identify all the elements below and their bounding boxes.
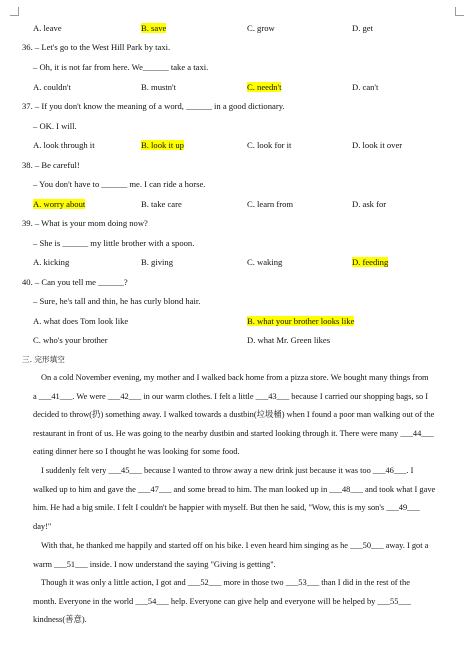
q37-option-c: C. look for it [247, 140, 292, 150]
passage-line: warm ___51___ inside. I now understand the saying "Giving is getting". [33, 559, 276, 569]
passage-line: restaurant in front of us. He was going to the nearby dustbin and started looking through it. There were many ___44___ [33, 428, 434, 438]
q40-reply: – Sure, he's tall and thin, he has curly blond hair. [33, 296, 201, 306]
q39-stem: 39. – What is your mom doing now? [22, 218, 148, 228]
passage-line: eating dinner here so I thought he was looking for some food. [33, 447, 240, 456]
passage-line: kindness(善意). [33, 615, 87, 624]
q38-option-a: A. worry about [33, 199, 86, 209]
passage-paragraph-2 [33, 462, 445, 536]
q38-reply: – You don't have to ______ me. I can ride a horse. [33, 179, 206, 189]
q36-option-d: D. can't [352, 82, 379, 92]
q35-option-b: B. save [141, 23, 167, 33]
q38-stem: 38. – Be careful! [22, 160, 80, 170]
passage-line: month. Everyone in the world ___54___ help. Everyone can give help and everyone will be helped by ___55___ [33, 596, 411, 606]
section-title: 三. 完形填空 [22, 355, 65, 364]
passage-line: day!" [33, 521, 52, 531]
q39-option-c: C. waking [247, 257, 283, 267]
q35-option-c: C. grow [247, 23, 275, 33]
passage-line: him. He had a big smile. I felt I couldn't be happier with myself. But then he said, "Wow, this is my son's ___49___ [33, 503, 420, 512]
q37-stem: 37. – If you don't know the meaning of a word, ______ in a good dictionary. [22, 101, 285, 111]
q37-option-d: D. look it over [352, 140, 403, 150]
passage-line: With that, he thanked me happily and started off on his bike. I even heard him singing as he ___50___ away. I got a [41, 541, 429, 550]
q39-option-d: D. feeding [352, 257, 389, 267]
q37-reply: – OK. I will. [33, 121, 77, 131]
q40-option-a: A. what does Tom look like [33, 316, 129, 326]
passage-paragraph-1 [33, 369, 445, 462]
page-corner-mark-left [10, 7, 19, 16]
page-corner-mark-right [455, 7, 464, 16]
q39-option-b: B. giving [141, 257, 173, 267]
passage-line: a ___41___. We were ___42___ in our warm clothes. I felt a little ___43___ because I carried our shopping bags, so I [33, 391, 429, 401]
q38-option-d: D. ask for [352, 199, 387, 209]
q40-option-d: D. what Mr. Green likes [247, 335, 331, 345]
q37-option-a: A. look through it [33, 140, 95, 150]
q39-reply: – She is ______ my little brother with a spoon. [33, 238, 195, 248]
q40-stem: 40. – Can you tell me ______? [22, 277, 128, 287]
passage-paragraph-4 [33, 574, 445, 630]
q40-option-b: B. what your brother looks like [247, 316, 355, 326]
q35-option-a: A. leave [33, 23, 62, 33]
q36-option-a: A. couldn't [33, 82, 71, 92]
passage-line: walked up to him and gave the ___47___ and some bread to him. The man looked up in ___48___ and took what I gave [33, 484, 436, 494]
q36-option-b: B. mustn't [141, 82, 176, 92]
q37-option-b: B. look it up [141, 140, 184, 150]
passage-line: Though it was only a little action, I got and ___52___ more in those two ___53___ than I did in the rest of the [41, 578, 410, 587]
passage-paragraph-3 [33, 537, 445, 574]
passage-line: decided to throw(扔) something away. I walked towards a dustbin(垃圾桶) when I found a poor man walking out of the [33, 410, 435, 419]
q38-option-c: C. learn from [247, 199, 294, 209]
q36-option-c: C. needn't [247, 82, 282, 92]
q40-option-c: C. who's your brother [33, 335, 108, 345]
passage-line: On a cold November evening, my mother and I walked back home from a pizza store. We bought many things from [41, 373, 429, 382]
q39-option-a: A. kicking [33, 257, 70, 267]
passage-line: I suddenly felt very ___45___ because I wanted to throw away a new drink just because it was too ___46___. I [41, 466, 414, 475]
q36-reply: – Oh, it is not far from here. We______ take a taxi. [33, 62, 209, 72]
q35-option-d: D. get [352, 23, 374, 33]
q36-stem: 36. – Let's go to the West Hill Park by taxi. [22, 42, 171, 52]
q38-option-b: B. take care [141, 199, 182, 209]
